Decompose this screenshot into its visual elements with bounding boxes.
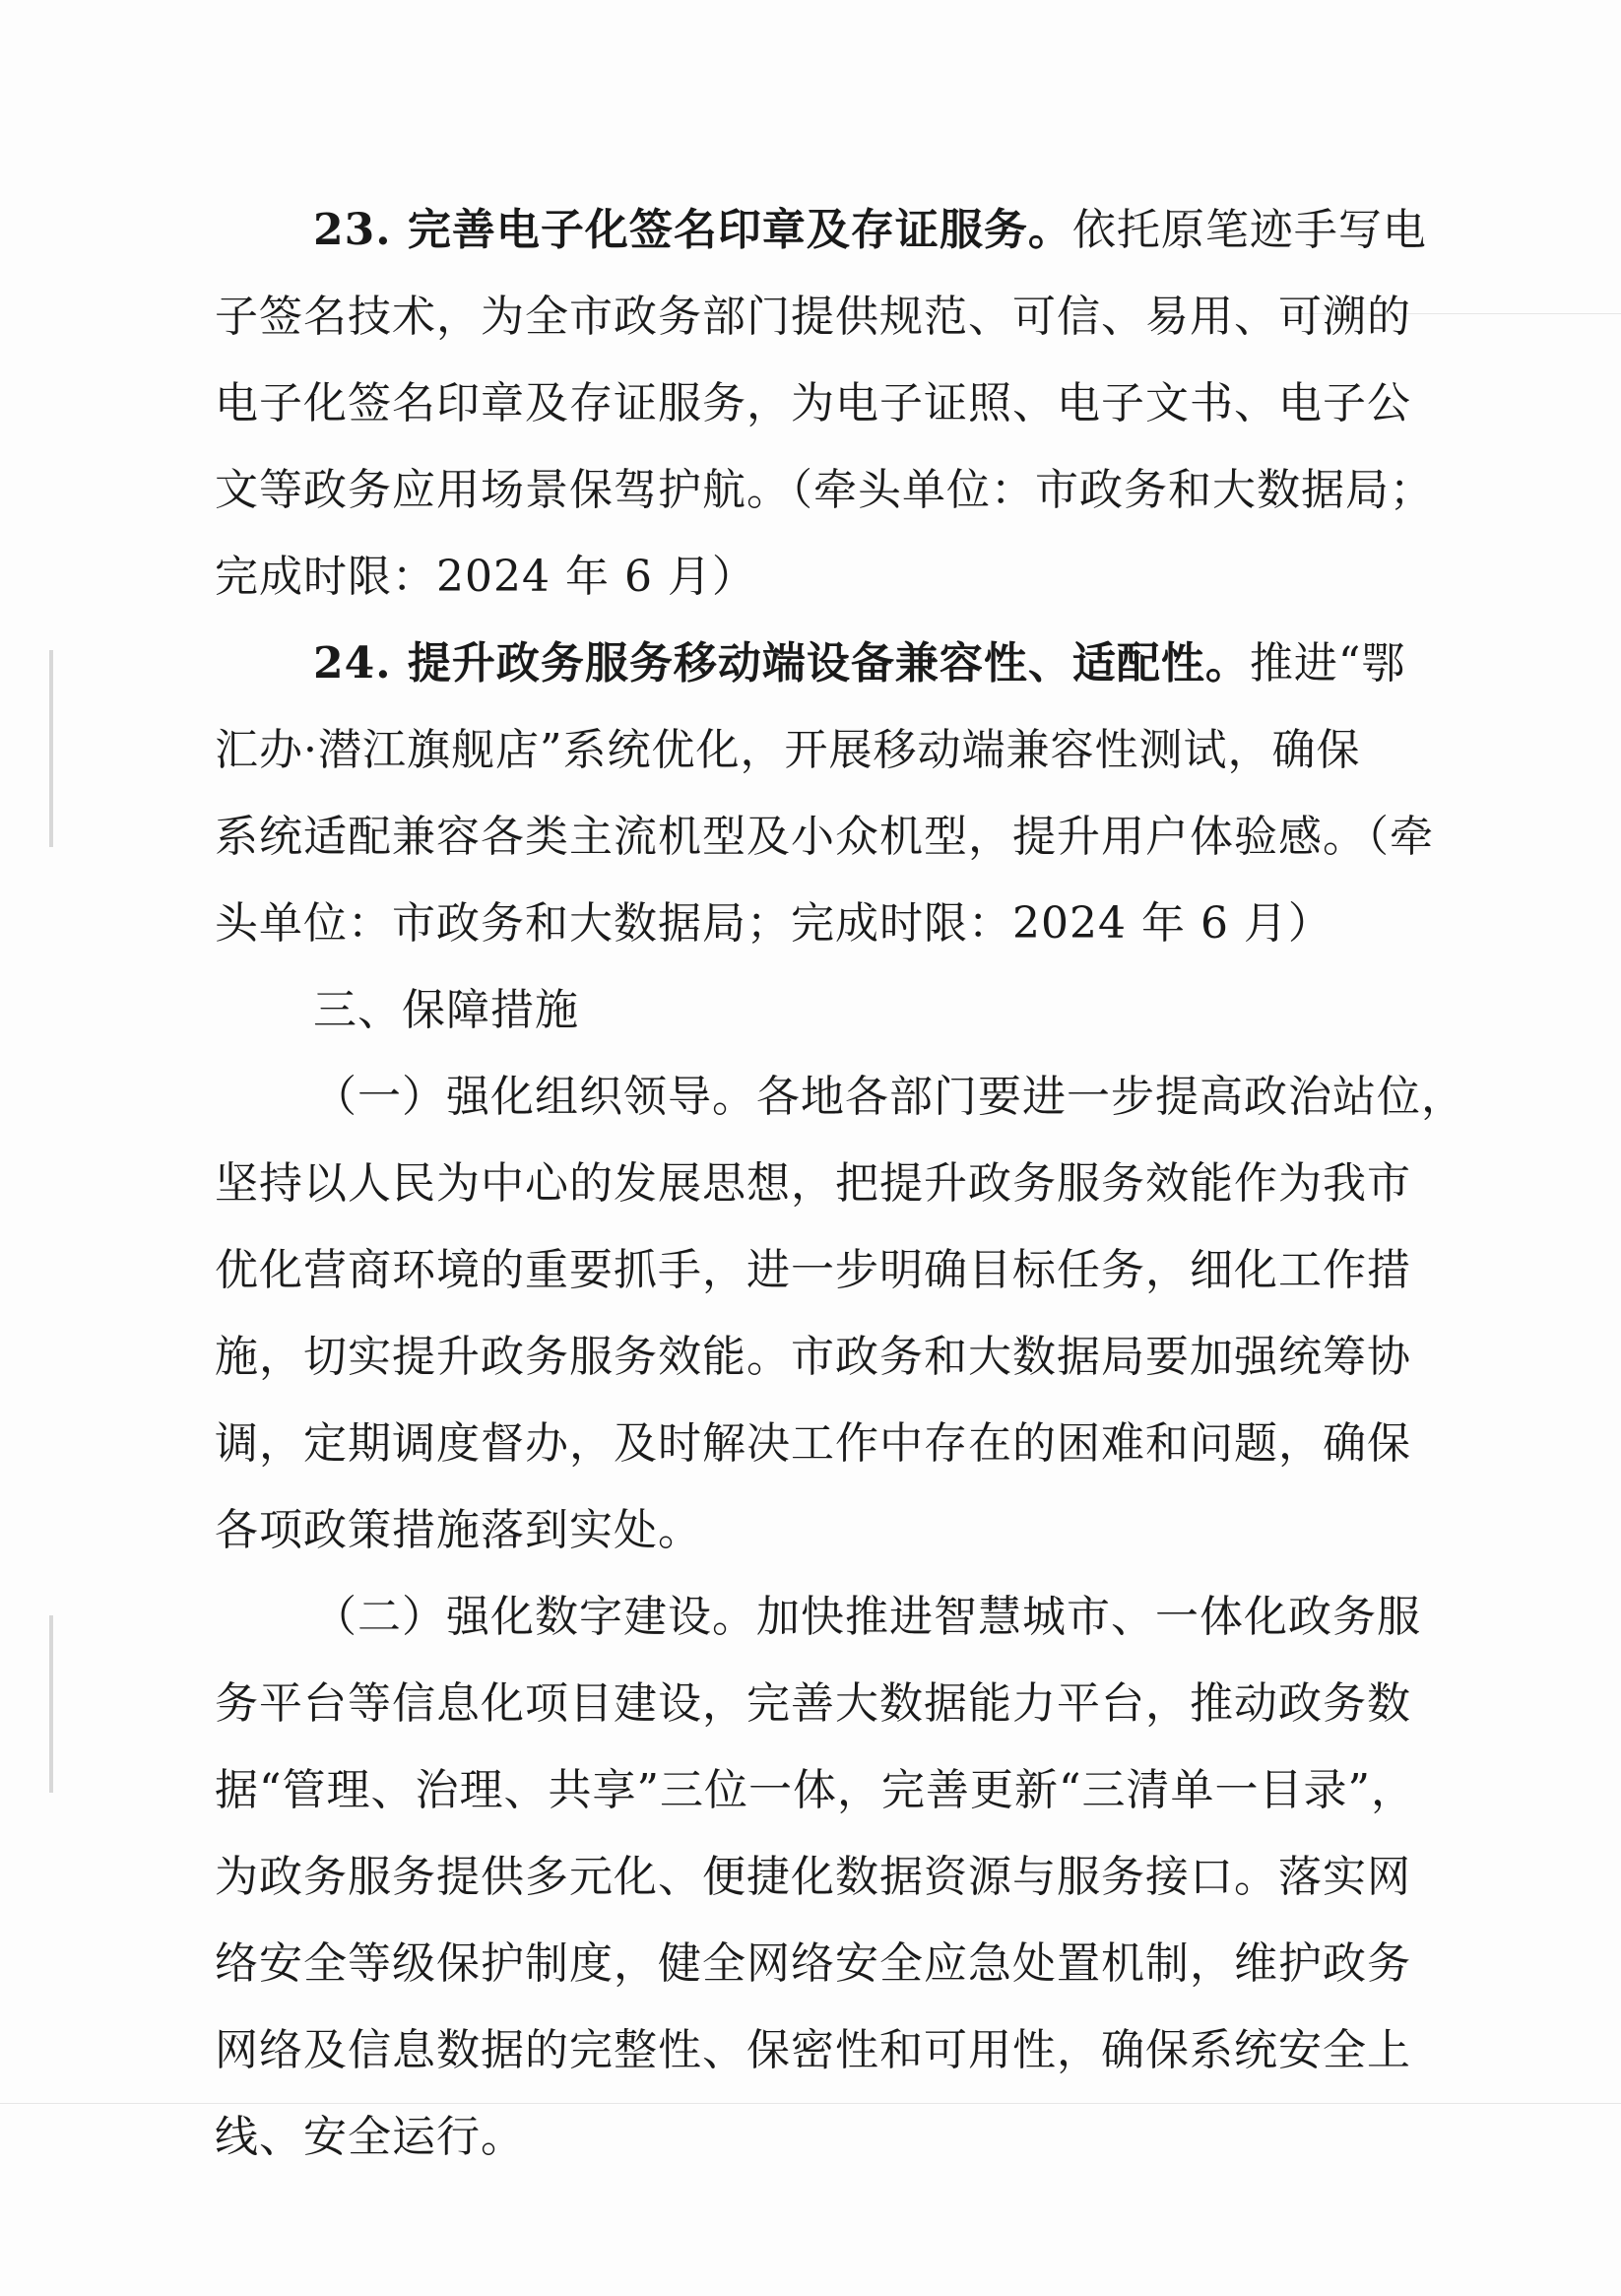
item-line (215, 187, 1427, 274)
measure-line: 各项政策措施落到实处。 (215, 1505, 702, 1555)
item-line: 文等政务应用场景保驾护航。（牵头单位：市政务和大数据局； (215, 465, 1434, 515)
item-heading: 24. 提升政务服务移动端设备兼容性、适配性。 (313, 638, 1250, 689)
item-23 (215, 187, 1434, 621)
measure-line: 坚持以人民为中心的发展思想，把提升政务服务效能作为我市 (215, 1158, 1411, 1209)
item-text: 推进“鄂 (1249, 638, 1406, 689)
measure-line: 调，定期调度督办，及时解决工作中存在的困难和问题，确保 (215, 1418, 1411, 1469)
measure-line: 优化营商环境的重要抓手，进一步明确目标任务，细化工作措 (215, 1245, 1411, 1295)
measure-line: 线、安全运行。 (215, 2112, 525, 2162)
measure-line: 为政务服务提供多元化、便捷化数据资源与服务接口。落实网 (215, 1852, 1411, 1902)
measure-line: 务平台等信息化项目建设，完善大数据能力平台，推动政务数 (215, 1678, 1411, 1729)
item-line: 头单位：市政务和大数据局；完成时限：2024 年 6 月） (215, 898, 1332, 949)
measure-line: 施，切实提升政务服务效能。市政务和大数据局要加强统筹协 (215, 1332, 1411, 1382)
item-line: 电子化签名印章及存证服务，为电子证照、电子文书、电子公 (215, 378, 1411, 428)
item-line (215, 621, 1416, 707)
measure-line: 据“管理、治理、共享”三位一体，完善更新“三清单一目录”， (215, 1765, 1415, 1815)
scan-artifact (49, 650, 53, 847)
item-heading: 23. 完善电子化签名印章及存证服务。 (313, 205, 1072, 255)
measure-line: （一）强化组织领导。各地各部门要进一步提高政治站位， (313, 1072, 1465, 1122)
item-line: 汇办·潜江旗舰店”系统优化，开展移动端兼容性测试，确保 (215, 725, 1361, 775)
measure-line: （二）强化数字建设。加快推进智慧城市、一体化政务服 (313, 1592, 1421, 1642)
section-heading: 三、保障措施 (313, 985, 579, 1035)
item-24 (215, 621, 1434, 967)
item-line: 系统适配兼容各类主流机型及小众机型，提升用户体验感。（牵 (215, 812, 1434, 862)
item-line: 子签名技术，为全市政务部门提供规范、可信、易用、可溯的 (215, 292, 1411, 342)
measure-organization (215, 1054, 1465, 1574)
scan-artifact (49, 1615, 53, 1793)
item-line: 完成时限：2024 年 6 月） (215, 552, 756, 602)
measure-line: 络安全等级保护制度，健全网络安全应急处置机制，维护政务 (215, 1938, 1411, 1989)
measure-line: 网络及信息数据的完整性、保密性和可用性，确保系统安全上 (215, 2025, 1411, 2075)
measure-digital (215, 1574, 1421, 2181)
document-body (215, 187, 1465, 2181)
item-text: 依托原笔迹手写电 (1071, 205, 1427, 255)
